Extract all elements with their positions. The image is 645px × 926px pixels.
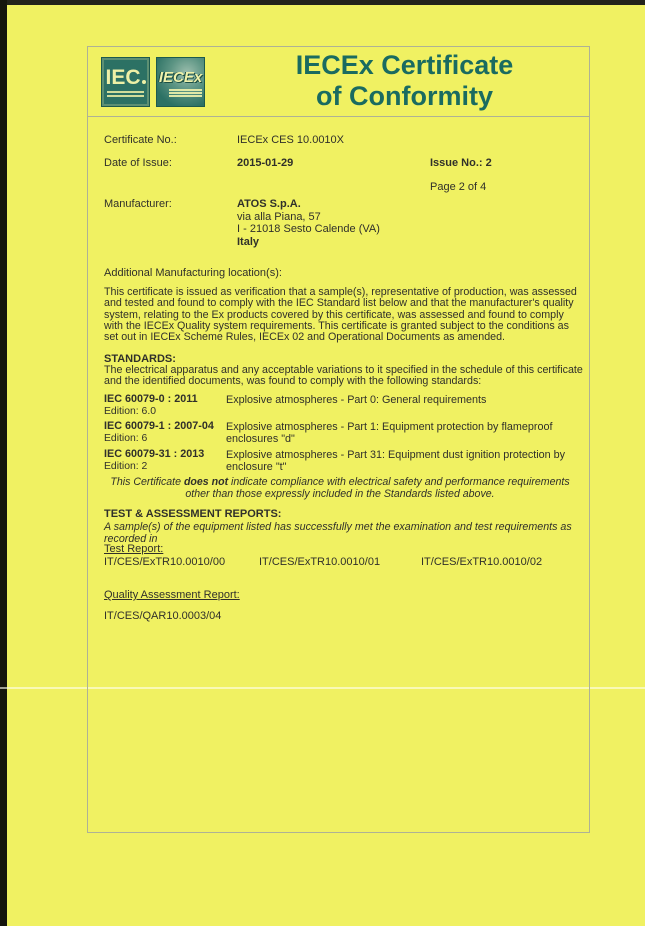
standard-edition: Edition: 6.0 [104, 405, 156, 417]
manufacturer-address-block [237, 198, 380, 248]
manufacturer-country: Italy [237, 235, 260, 248]
standard-description: Explosive atmospheres - Part 0: General requirements [226, 394, 487, 406]
scan-edge-top [0, 0, 645, 5]
standards-intro: The electrical apparatus and any acceptable variations to it specified in the schedule of this certificate and the identified documents, was found to comply with the following standards: [104, 364, 583, 388]
page-number: Page 2 of 4 [430, 181, 487, 193]
test-report-label: Test Report: [104, 543, 164, 555]
manufacturer-name: ATOS S.p.A. [237, 198, 301, 210]
page-title-line2: of Conformity [316, 81, 493, 111]
disclaimer-text-post: indicate compliance with electrical safety and performance requirements other than those expressly included in the Standards listed above. [185, 476, 570, 500]
reports-heading: TEST & ASSESSMENT REPORTS: [104, 508, 282, 520]
manufacturer-address1: via alla Piana, 57 [237, 210, 321, 223]
disclaimer-text-bold: does not [183, 476, 229, 488]
quality-assessment-report-label: Quality Assessment Report: [104, 589, 240, 601]
standard-code: IEC 60079-31 : 2013 [104, 448, 205, 460]
disclaimer-text-pre: This Certificate [110, 476, 184, 488]
standards-list [104, 394, 584, 477]
test-report-number: IT/CES/ExTR10.0010/00 [104, 556, 226, 568]
certificate-header [88, 47, 589, 117]
certificate-frame [87, 46, 590, 833]
standard-edition: Edition: 6 [104, 432, 148, 444]
logo-group [101, 57, 205, 107]
certificate-no-value: IECEx CES 10.0010X [237, 134, 345, 146]
issue-no: Issue No.: 2 [430, 157, 492, 169]
test-report-number: IT/CES/ExTR10.0010/01 [259, 556, 381, 568]
verification-paragraph: This certificate is issued as verification that a sample(s), representative of production, was assessed and tested and found to comply with the IEC Standard list below and that the manufacturer's quality system, relating to the Ex products covered by this certificate, was assessed and found to comply with the IECEx Quality system requirements. This certificate is granted subject to the conditions as set out in IECEx Scheme Rules, IECEx 02 and Operational Documents as amended. [104, 286, 577, 344]
additional-locations-label: Additional Manufacturing location(s): [104, 267, 282, 279]
manufacturer-address2: I - 21018 Sesto Calende (VA) [237, 223, 380, 235]
page-title [228, 50, 581, 112]
iecex-logo-icon [156, 57, 205, 107]
date-of-issue-label: Date of Issue: [104, 157, 172, 169]
standard-description: Explosive atmospheres - Part 31: Equipment dust ignition protection by enclosure "t" [226, 449, 566, 473]
manufacturer-label: Manufacturer: [104, 198, 172, 210]
standard-code: IEC 60079-0 : 2011 [104, 393, 198, 405]
standard-edition: Edition: 2 [104, 460, 148, 472]
page-title-line1: IECEx Certificate [295, 50, 514, 80]
quality-assessment-report-number: IT/CES/QAR10.0003/04 [104, 610, 222, 622]
test-report-number: IT/CES/ExTR10.0010/02 [421, 556, 543, 568]
iec-logo-icon [101, 57, 150, 107]
iecex-logo-text: IECEx [158, 69, 203, 86]
compliance-disclaimer [100, 476, 580, 500]
standard-description: Explosive atmospheres - Part 1: Equipment protection by flameproof enclosures "d" [226, 421, 553, 445]
standard-code: IEC 60079-1 : 2007-04 [104, 420, 214, 432]
scan-edge-left [0, 0, 7, 926]
reports-intro: A sample(s) of the equipment listed has successfully met the examination and test requirements as recorded in [104, 521, 572, 545]
standard-row [104, 394, 584, 417]
date-of-issue-value: 2015-01-29 [237, 157, 294, 169]
iec-logo-text: IEC [105, 68, 145, 88]
iec-logo-lines [107, 91, 145, 99]
iecex-logo-lines [169, 89, 202, 98]
certificate-no-label: Certificate No.: [104, 134, 177, 146]
standard-row [104, 449, 584, 473]
standard-row [104, 421, 584, 445]
standards-heading: STANDARDS: [104, 353, 176, 365]
